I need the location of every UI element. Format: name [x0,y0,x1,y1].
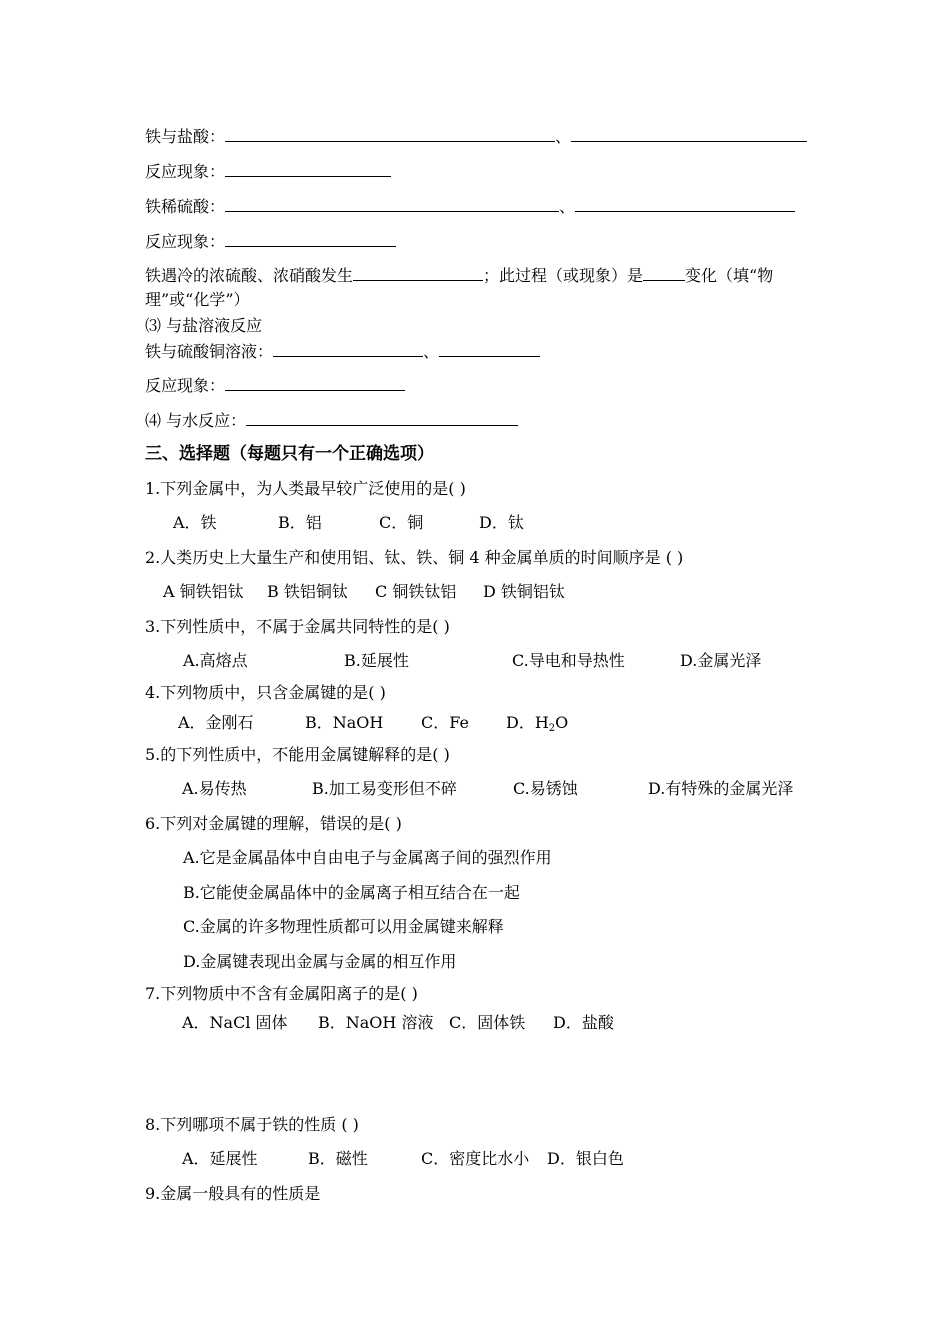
option-a[interactable]: A.易传热 [182,779,247,798]
salt-heading [145,316,262,336]
phenomenon-label: 反应现象： [145,232,226,251]
option-c[interactable]: C．固体铁 [449,1013,526,1032]
question-stem: 6.下列对金属键的理解，错误的是( ) [145,814,402,833]
option-d-text-o: O [555,713,569,732]
option-d[interactable]: D.有特殊的金属光泽 [648,779,794,798]
answer-blank[interactable] [439,342,540,357]
answer-blank[interactable] [575,197,795,212]
passivation-text-2: ；此过程（或现象）是 [483,266,644,285]
option-d[interactable] [506,713,568,733]
iron-hcl-line [145,127,807,147]
question-stem: 2.人类历史上大量生产和使用铝、钛、铁、铜 4 种金属单质的时间顺序是 ( ) [145,548,684,567]
option-c[interactable]: C．Fe [421,713,469,732]
option-b[interactable]: B.延展性 [344,651,409,670]
question-stem: 8.下列哪项不属于铁的性质 ( ) [145,1115,359,1134]
option-a[interactable]: A．金刚石 [178,713,254,732]
answer-blank[interactable] [643,266,685,281]
option-d-text: D．H [506,713,549,732]
option-b[interactable]: B．铝 [278,513,322,532]
option-d[interactable]: D．盐酸 [553,1013,614,1032]
option-c[interactable]: C．铜 [379,513,424,532]
water-label: ⑷ 与水反应： [145,411,247,430]
option-d[interactable]: D．银白色 [547,1149,624,1168]
passivation-text-1: 铁遇冷的浓硫酸、浓硝酸发生 [145,266,354,285]
iron-dilute-h2so4-label: 铁稀硫酸： [145,197,226,216]
question-stem: 1.下列金属中，为人类最早较广泛使用的是( ) [145,479,466,498]
option-d[interactable]: D．钛 [479,513,524,532]
answer-blank[interactable] [225,376,405,391]
salt-heading-text: ⑶ 与盐溶液反应 [145,316,263,335]
answer-blank[interactable] [225,127,555,142]
water-reaction-line [145,411,518,431]
phenomenon-line [145,232,396,252]
separator: 、 [559,197,576,216]
subscript-2: 2 [548,723,556,734]
option-b[interactable]: B．NaOH 溶液 [318,1013,434,1032]
answer-blank[interactable] [246,411,518,426]
option-b[interactable]: B．NaOH [305,713,384,732]
option-b[interactable]: B.它能使金属晶体中的金属离子相互结合在一起 [183,883,520,902]
option-a[interactable]: A.高熔点 [183,651,248,670]
option-d[interactable]: D.金属光泽 [680,651,762,670]
question-stem: 3.下列性质中，不属于金属共同特性的是( ) [145,617,450,636]
answer-blank[interactable] [353,266,483,281]
passivation-text-4: 理”或“化学”） [145,290,250,309]
iron-dilute-h2so4-line [145,197,795,217]
option-c[interactable]: C.导电和导热性 [512,651,625,670]
option-b[interactable]: B.加工易变形但不碎 [312,779,457,798]
question-stem: 5.的下列性质中，不能用金属键解释的是( ) [145,745,450,764]
passivation-text-3: 变化（填“物 [685,266,774,285]
option-d[interactable]: D.金属键表现出金属与金属的相互作用 [183,952,457,971]
question-stem: 7.下列物质中不含有金属阳离子的是( ) [145,984,418,1003]
question-stem: 9.金属一般具有的性质是 [145,1184,321,1203]
option-c[interactable]: C 铜铁钛铝 [375,582,457,601]
answer-blank[interactable] [225,197,559,212]
option-c[interactable]: C.易锈蚀 [513,779,578,798]
option-b[interactable]: B 铁铝铜钛 [267,582,348,601]
option-a[interactable]: A 铜铁铝钛 [163,582,244,601]
phenomenon-label: 反应现象： [145,162,226,181]
answer-blank[interactable] [225,162,391,177]
iron-cuso4-label: 铁与硫酸铜溶液： [145,342,274,361]
option-a[interactable]: A．延展性 [182,1149,258,1168]
phenomenon-line [145,162,391,182]
option-a[interactable]: A．NaCl 固体 [182,1013,288,1032]
phenomenon-line [145,376,405,396]
iron-cuso4-line [145,342,540,362]
answer-blank[interactable] [571,127,807,142]
separator: 、 [555,127,572,146]
passivation-line [145,266,773,286]
option-b[interactable]: B．磁性 [308,1149,368,1168]
answer-blank[interactable] [273,342,423,357]
separator: 、 [423,342,440,361]
option-a[interactable]: A．铁 [173,513,217,532]
answer-blank[interactable] [225,232,396,247]
section-title: 三、选择题（每题只有一个正确选项） [145,444,434,464]
option-a[interactable]: A.它是金属晶体中自由电子与金属离子间的强烈作用 [183,848,552,867]
passivation-line-2 [145,290,250,310]
option-c[interactable]: C.金属的许多物理性质都可以用金属键来解释 [183,917,504,936]
question-stem: 4.下列物质中，只含金属键的是( ) [145,683,386,702]
phenomenon-label: 反应现象： [145,376,226,395]
option-d[interactable]: D 铁铜铝钛 [483,582,565,601]
iron-hcl-label: 铁与盐酸： [145,127,226,146]
option-c[interactable]: C．密度比水小 [421,1149,530,1168]
